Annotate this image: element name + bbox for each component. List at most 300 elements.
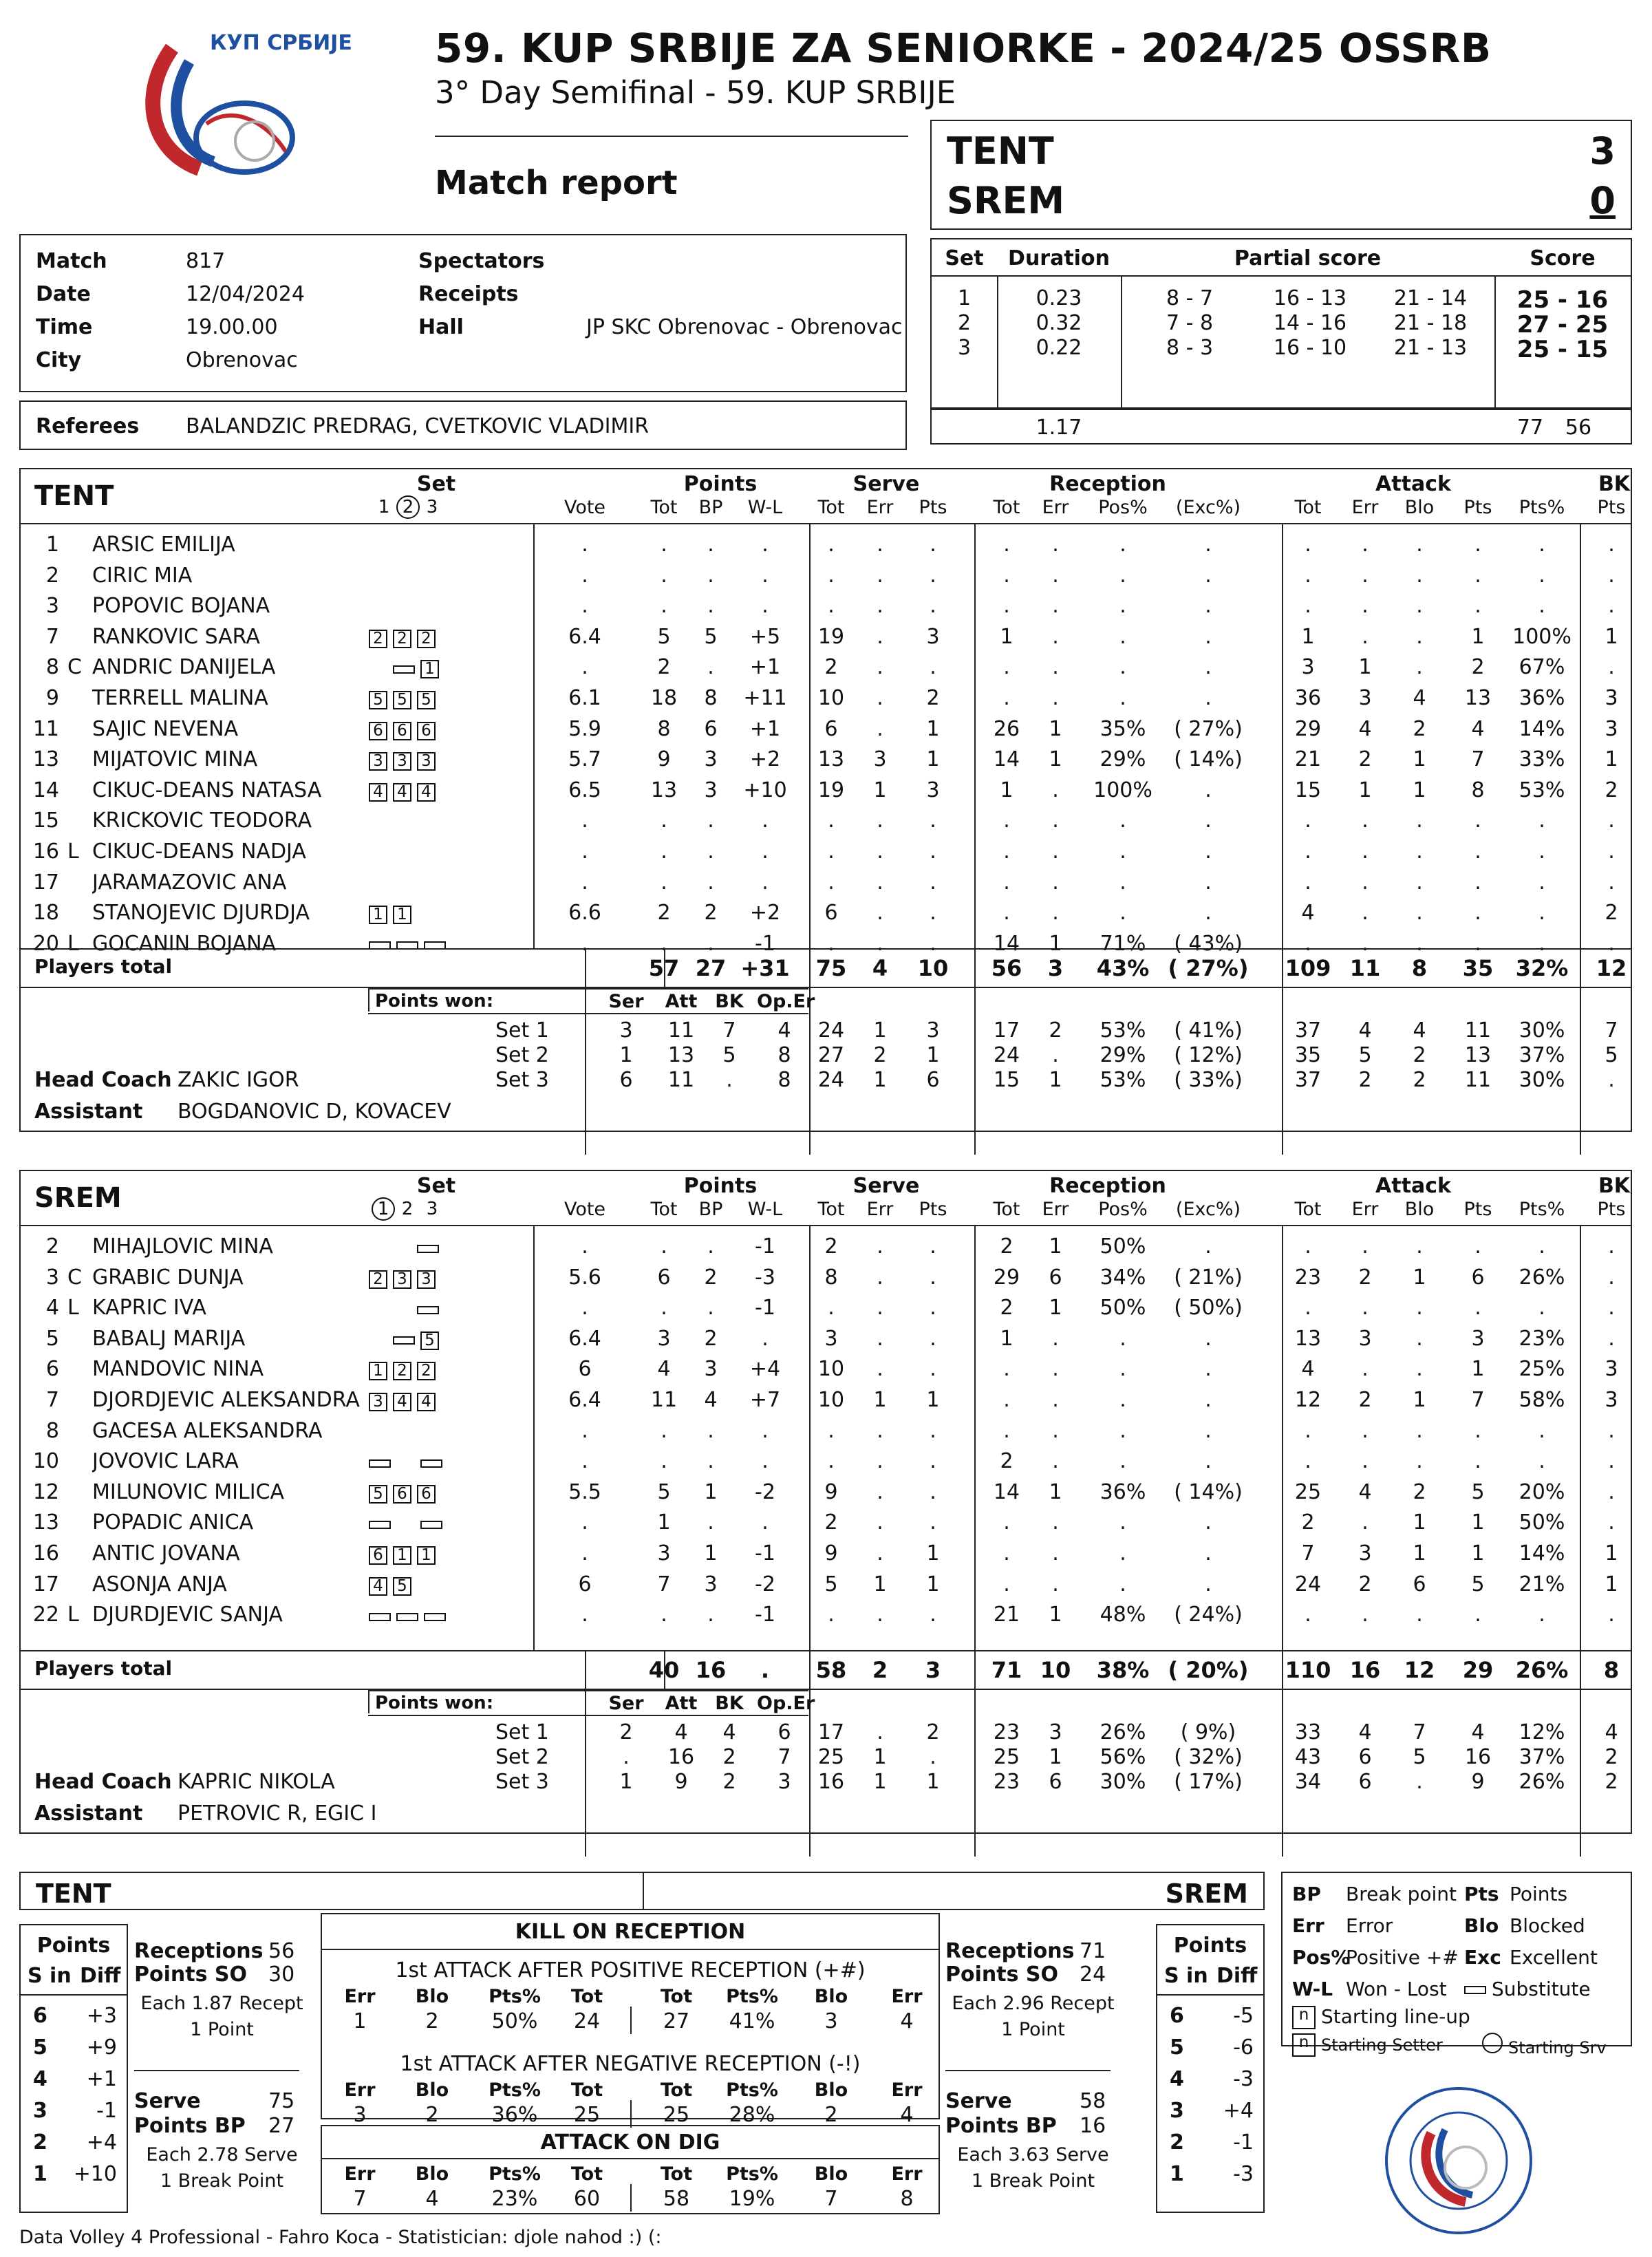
stat-cell: . (1362, 1234, 1369, 1259)
set-stat-cell: 56% (1099, 1745, 1146, 1769)
pw-header: Att (665, 1693, 698, 1714)
pw-rule (368, 1690, 808, 1691)
pw-cell: 7 (722, 1018, 736, 1042)
stat-cell: . (581, 533, 588, 557)
stat-cell: . (1474, 1296, 1481, 1320)
stat-cell: 1 (704, 1541, 718, 1565)
stat-cell: 4 (704, 1388, 718, 1412)
stat-cell: 5.9 (568, 716, 601, 741)
set-stat-cell: ( 9%) (1180, 1720, 1236, 1744)
set-stat-cell: 30% (1099, 1770, 1146, 1794)
kill-header: Err (344, 2079, 376, 2101)
substitute-marker (393, 665, 415, 674)
set-stat-cell: 37 (1294, 1018, 1322, 1042)
col-subhdr-bp: BP (698, 497, 723, 518)
sets-row-duration: 0.32 (1036, 311, 1082, 335)
col-subhdr-tot: Tot (1294, 497, 1322, 518)
stat-cell: 1 (1049, 1479, 1062, 1504)
stat-cell: +2 (749, 901, 781, 926)
player-number: 11 (32, 716, 59, 741)
stat-cell: 2 (1358, 1388, 1372, 1412)
stat-cell: . (828, 931, 835, 956)
stat-cell: 7 (657, 1572, 671, 1596)
stat-cell: +1 (749, 716, 781, 741)
stat-cell: . (1003, 809, 1010, 833)
stat-cell: . (1205, 655, 1212, 680)
stat-cell: . (581, 931, 588, 956)
rotation-number: 1 (1170, 2162, 1184, 2186)
assistant: BOGDANOVIC D, KOVACEV (178, 1100, 451, 1124)
stat-cell: . (581, 1603, 588, 1627)
stat-cell: . (1119, 624, 1126, 649)
stat-cell: . (661, 1449, 667, 1474)
stat-cell: . (1416, 655, 1423, 680)
stat-cell: 1 (1000, 624, 1013, 649)
stat-cell: 1 (1471, 1357, 1485, 1382)
kill-title: KILL ON RECEPTION (515, 1920, 746, 1944)
stat-cell: -1 (755, 1296, 775, 1320)
set-stat-cell: 2 (1358, 1068, 1372, 1092)
player-set-positions (369, 1451, 448, 1475)
home-serve-label: Serve (134, 2089, 201, 2113)
pw-cell: . (726, 1068, 733, 1092)
legend-item (1292, 2005, 1470, 2029)
kill-value: 50% (491, 2009, 538, 2033)
set-row-label: Set 2 (495, 1043, 549, 1067)
totals-bottom-rule (21, 987, 1631, 988)
stat-cell: 5 (824, 1572, 838, 1596)
col-subhdr-err: Err (1351, 497, 1379, 518)
kill-divider (630, 2100, 632, 2128)
stat-cell: . (1362, 1418, 1369, 1443)
stat-cell: 3 (1605, 716, 1618, 741)
federation-logo (1362, 2078, 1555, 2243)
stat-cell: . (581, 1449, 588, 1474)
starting-position: 6 (417, 722, 436, 740)
stat-cell: 3 (1358, 686, 1372, 710)
player-number: 7 (45, 624, 59, 649)
stat-cell: 4 (1358, 1479, 1372, 1504)
stat-cell: . (1205, 1572, 1212, 1596)
set-stat-cell: 7 (1413, 1720, 1426, 1744)
legend-key: Pts (1464, 1883, 1499, 1905)
receipts-label: Receipts (418, 282, 519, 306)
stat-cell: . (1608, 594, 1615, 619)
stat-cell: . (581, 870, 588, 895)
stat-cell: . (1003, 655, 1010, 680)
stat-cell: . (877, 1418, 883, 1443)
set-row-label: Set 3 (495, 1068, 549, 1092)
stat-cell: 1 (1000, 1326, 1013, 1351)
stat-cell: 5 (657, 624, 671, 649)
player-set-positions (369, 656, 444, 681)
stat-cell: . (1003, 1541, 1010, 1565)
report-subtitle: 3° Day Semifinal - 59. KUP SRBIJE (435, 74, 956, 111)
head-coach: KAPRIC NIKOLA (178, 1770, 335, 1794)
referees-label: Referees (36, 414, 140, 438)
rotation-diff: +10 (73, 2162, 117, 2186)
home-s-in-label: S in (28, 1964, 72, 1988)
stat-cell: 1 (1049, 747, 1062, 772)
set-stat-cell: 5 (1413, 1745, 1426, 1769)
stat-cell: . (877, 686, 883, 710)
starting-position: 2 (393, 1362, 411, 1380)
pw-cell: 1 (619, 1770, 633, 1794)
pw-rule (368, 1013, 808, 1014)
stat-cell: . (930, 1357, 936, 1382)
stat-cell: 14 (993, 747, 1020, 772)
starting-position: 3 (393, 1270, 411, 1289)
stat-cell: +11 (743, 686, 787, 710)
stat-cell: . (1052, 533, 1059, 557)
substitute-marker (420, 1521, 442, 1529)
rotation-diff: +1 (86, 2067, 117, 2091)
kill-value: 28% (729, 2103, 775, 2127)
pos-title: 1st ATTACK AFTER POSITIVE RECEPTION (+#) (395, 1958, 866, 1982)
kill-value: 1 (353, 2009, 367, 2033)
set-stat-cell: 25 (993, 1745, 1020, 1769)
kill-value: 7 (353, 2187, 367, 2211)
col-subhdr-err: Err (1042, 497, 1069, 518)
stat-cell: . (1052, 870, 1059, 895)
stat-cell: . (1538, 809, 1545, 833)
stat-cell: 5 (704, 624, 718, 649)
stat-cell: . (707, 533, 714, 557)
kill-on-reception-box (321, 1913, 940, 2127)
stat-cell: 67% (1519, 655, 1565, 680)
stat-cell: . (877, 716, 883, 741)
stat-cell: 2 (704, 1265, 718, 1290)
sets-row-partial-21: 21 - 14 (1393, 286, 1468, 310)
starting-position: 4 (369, 1577, 387, 1596)
stat-cell: +5 (749, 624, 781, 649)
stat-cell: . (1416, 931, 1423, 956)
starting-position: 4 (417, 783, 436, 802)
starting-position: 2 (417, 630, 436, 648)
player-name: MIJATOVIC MINA (92, 747, 258, 772)
column-rule (585, 948, 586, 1155)
away-serve-label: Serve (945, 2089, 1012, 2113)
stat-cell: . (1205, 1388, 1212, 1412)
players-total-label: Players total (34, 955, 173, 978)
stat-cell: . (661, 839, 667, 864)
set-stat-cell: 12% (1519, 1720, 1565, 1744)
stat-cell: . (1052, 1572, 1059, 1596)
home-points-bp: 27 (268, 2114, 295, 2138)
set-number: 1 (372, 1197, 395, 1221)
kill-value: 3 (824, 2009, 838, 2033)
stat-cell: 3 (1358, 1541, 1372, 1565)
col-subhdr-tot: Tot (650, 497, 678, 518)
set-stat-cell: 29% (1099, 1043, 1146, 1067)
stat-cell: 6 (824, 901, 838, 926)
stat-cell: 29 (993, 1265, 1020, 1290)
total-points-home: 77 (1516, 416, 1544, 440)
total-cell: 2 (872, 1657, 888, 1683)
stat-cell: 2 (1605, 901, 1618, 926)
stat-cell: 1 (1471, 1541, 1485, 1565)
pw-rule (368, 988, 808, 990)
pw-cell: . (623, 1745, 630, 1769)
stat-cell: . (1474, 870, 1481, 895)
stat-cell: . (877, 1603, 883, 1627)
player-set-positions (369, 902, 417, 926)
stat-cell: . (877, 1510, 883, 1535)
stat-cell: . (1205, 1418, 1212, 1443)
stat-cell: . (1538, 1418, 1545, 1443)
stat-cell: 1 (873, 1572, 887, 1596)
stat-cell: . (828, 809, 835, 833)
stat-cell: . (1205, 839, 1212, 864)
stat-cell: . (1538, 1603, 1545, 1627)
assistant: PETROVIC R, EGIC I (178, 1801, 377, 1826)
stat-cell: . (661, 533, 667, 557)
legend-key: Err (1292, 1914, 1324, 1937)
set-stat-cell: 26% (1519, 1770, 1565, 1794)
legend-item (1292, 2033, 1443, 2057)
stat-cell: 6 (578, 1572, 592, 1596)
pw-cell: 3 (619, 1018, 633, 1042)
stat-cell: 100% (1512, 624, 1571, 649)
stat-cell: . (1362, 1449, 1369, 1474)
sets-hdr-duration: Duration (1008, 246, 1110, 270)
home-receptions-label: Receptions (134, 1939, 264, 1963)
team-name: SREM (34, 1182, 122, 1214)
home-rotation-box (19, 1924, 128, 2213)
stat-cell: . (1003, 1418, 1010, 1443)
player-name: SAJIC NEVENA (92, 716, 239, 741)
stat-cell: 4 (657, 1357, 671, 1382)
stat-cell: 53% (1519, 778, 1565, 802)
rotation-number: 6 (1170, 2004, 1184, 2028)
totals-bottom-rule (21, 1689, 1631, 1690)
col-subhdr-pts: Pts (1463, 497, 1492, 518)
total-cell: 38% (1096, 1657, 1150, 1683)
col-hdr-points: Points (683, 1174, 758, 1198)
stat-cell: +7 (749, 1388, 781, 1412)
result-box (930, 120, 1632, 230)
total-cell: 4 (872, 955, 888, 981)
stat-cell: . (1003, 594, 1010, 619)
away-each-serve: Each 3.63 Serve (957, 2144, 1109, 2165)
stat-cell: . (1119, 901, 1126, 926)
col-hdr-reception: Reception (1049, 1174, 1166, 1198)
stat-cell: 6 (657, 1265, 671, 1290)
pw-cell: 2 (722, 1745, 736, 1769)
set-stat-cell: 33 (1294, 1720, 1322, 1744)
stat-cell: . (1362, 1603, 1369, 1627)
stat-cell: 24 (1294, 1572, 1322, 1596)
stat-cell: . (1205, 1357, 1212, 1382)
home-efficiency (134, 1924, 310, 2213)
stat-cell: . (877, 1326, 883, 1351)
sets-table (930, 238, 1632, 409)
col-hdr-serve: Serve (852, 472, 920, 496)
set-row-label: Set 1 (495, 1018, 549, 1042)
player-set-positions (369, 1482, 441, 1506)
kill-value: 2 (425, 2103, 439, 2127)
away-receptions-label: Receptions (945, 1939, 1075, 1963)
stat-cell: . (877, 624, 883, 649)
stat-cell: . (1052, 686, 1059, 710)
rotation-number: 3 (1170, 2099, 1184, 2123)
col-subhdr-tot: Tot (993, 1199, 1020, 1220)
kill-header: Tot (660, 2079, 693, 2101)
stat-cell: . (1362, 870, 1369, 895)
kill-value: 19% (729, 2187, 775, 2211)
stat-cell: 3 (926, 624, 940, 649)
player-number: 17 (32, 1572, 59, 1596)
stat-cell: . (1362, 533, 1369, 557)
stat-cell: . (1538, 1449, 1545, 1474)
stat-cell: . (877, 1479, 883, 1504)
set-stat-cell: 37% (1519, 1745, 1565, 1769)
away-one-break: 1 Break Point (971, 2170, 1095, 2192)
stat-cell: . (581, 1234, 588, 1259)
legend-item (1292, 1914, 1393, 1937)
legend-item (1482, 2033, 1607, 2058)
total-cell: 10 (1040, 1657, 1071, 1683)
stat-cell: 1 (657, 1510, 671, 1535)
date-value: 12/04/2024 (186, 282, 305, 306)
stat-cell: 4 (1301, 901, 1315, 926)
player-set-positions (369, 780, 441, 804)
stat-cell: 15 (1294, 778, 1322, 802)
player-name: MIHAJLOVIC MINA (92, 1234, 273, 1259)
totals-rule (21, 1650, 1631, 1651)
stat-cell: . (1538, 563, 1545, 588)
player-number: 5 (45, 1326, 59, 1351)
legend-key: BP (1292, 1883, 1321, 1905)
kill-header: Pts% (726, 1986, 778, 2007)
starting-position: 3 (417, 752, 436, 771)
stat-cell: . (1119, 1541, 1126, 1565)
column-rule (1580, 1225, 1581, 1650)
kill-value: 3 (353, 2103, 367, 2127)
stat-cell: . (581, 1418, 588, 1443)
starting-position: 5 (417, 691, 436, 709)
stat-cell: 1 (1049, 716, 1062, 741)
stat-cell: 21 (1294, 747, 1322, 772)
starting-srv-icon (1482, 2033, 1503, 2053)
pw-cell: 4 (674, 1720, 688, 1744)
legend-box (1281, 1872, 1632, 2057)
set-stat-cell: 34 (1294, 1770, 1322, 1794)
substitute-marker (369, 1459, 391, 1468)
set-stat-cell: 15 (993, 1068, 1020, 1092)
set-stat-cell: . (1608, 1068, 1615, 1092)
player-role: L (67, 839, 79, 864)
col-subhdr-tot: Tot (993, 497, 1020, 518)
rotation-number: 4 (1170, 2067, 1184, 2091)
stat-cell: . (1474, 1603, 1481, 1627)
stat-cell: -1 (755, 1541, 775, 1565)
stat-cell: 3 (1605, 1388, 1618, 1412)
player-number: 3 (45, 594, 59, 619)
col-subhdr-pos: Pos% (1098, 1199, 1148, 1220)
assistant-label: Assistant (34, 1801, 143, 1826)
away-points-so: 24 (1080, 1962, 1106, 1987)
player-number: 3 (45, 1265, 59, 1290)
rotation-diff: -6 (1233, 2035, 1254, 2060)
stat-cell: 58% (1519, 1388, 1565, 1412)
player-set-positions (369, 626, 441, 650)
stat-cell: . (877, 839, 883, 864)
sets-hdr-partial: Partial score (1234, 246, 1382, 270)
player-name: POPADIC ANICA (92, 1510, 254, 1535)
home-serve: 75 (268, 2089, 295, 2113)
stat-cell: 1 (1605, 1541, 1618, 1565)
player-number: 1 (45, 533, 59, 557)
legend-value: Won - Lost (1346, 1978, 1447, 2000)
rotation-diff: -1 (96, 2099, 117, 2123)
stat-cell: . (1052, 1388, 1059, 1412)
total-cell: +31 (740, 955, 790, 981)
rotation-number: 2 (33, 2130, 47, 2154)
stat-cell: . (707, 839, 714, 864)
set-stat-cell: 25 (817, 1745, 845, 1769)
header-rule (21, 1225, 1631, 1226)
set-stat-cell: 4 (1605, 1720, 1618, 1744)
starting-position: 4 (393, 783, 411, 802)
player-name: GACESA ALEKSANDRA (92, 1418, 323, 1443)
stat-cell: . (1416, 624, 1423, 649)
set-stat-cell: 5 (1605, 1043, 1618, 1067)
player-name: DJORDJEVIC ALEKSANDRA (92, 1388, 360, 1412)
stat-cell: 18 (650, 686, 678, 710)
stat-cell: . (707, 1234, 714, 1259)
result-home-sets: 3 (1589, 129, 1616, 173)
kill-value: 25 (663, 2103, 690, 2127)
head-coach-label: Head Coach (34, 1770, 172, 1794)
sets-row-partial-21: 21 - 13 (1393, 336, 1468, 360)
stat-cell: 1 (1413, 778, 1426, 802)
kill-header: Tot (570, 2079, 603, 2101)
stat-cell: 14 (993, 1479, 1020, 1504)
col-hdr-reception: Reception (1049, 472, 1166, 496)
stat-cell: . (1003, 901, 1010, 926)
player-role: C (67, 655, 82, 680)
away-serve: 58 (1080, 2089, 1106, 2113)
legend-value: Substitute (1492, 1978, 1591, 2000)
stat-cell: . (828, 594, 835, 619)
stat-cell: ( 24%) (1174, 1603, 1243, 1627)
column-rule (1580, 948, 1581, 1155)
stat-cell: . (1205, 1449, 1212, 1474)
pw-cell: 2 (619, 1720, 633, 1744)
stat-cell: 14 (993, 931, 1020, 956)
stat-cell: . (661, 563, 667, 588)
stat-cell: . (1474, 901, 1481, 926)
set-stat-cell: 6 (1358, 1770, 1372, 1794)
kill-divider (630, 2007, 632, 2034)
substitute-marker (396, 1613, 418, 1621)
stat-cell: ( 21%) (1174, 1265, 1243, 1290)
rotation-diff: +9 (86, 2035, 117, 2060)
total-cell: 12 (1404, 1657, 1435, 1683)
col-hdr-bk: BK (1598, 472, 1631, 496)
kill-value: 23% (491, 2187, 538, 2211)
legend-value: Break point (1346, 1883, 1457, 1905)
kill-value: 25 (573, 2103, 601, 2127)
stat-cell: 21% (1519, 1572, 1565, 1596)
stat-cell: 6 (1049, 1265, 1062, 1290)
stat-cell: . (877, 1265, 883, 1290)
player-name: ARSIC EMILIJA (92, 533, 235, 557)
stat-cell: 34% (1099, 1265, 1146, 1290)
stat-cell: . (1362, 809, 1369, 833)
stat-cell: 3 (704, 1572, 718, 1596)
